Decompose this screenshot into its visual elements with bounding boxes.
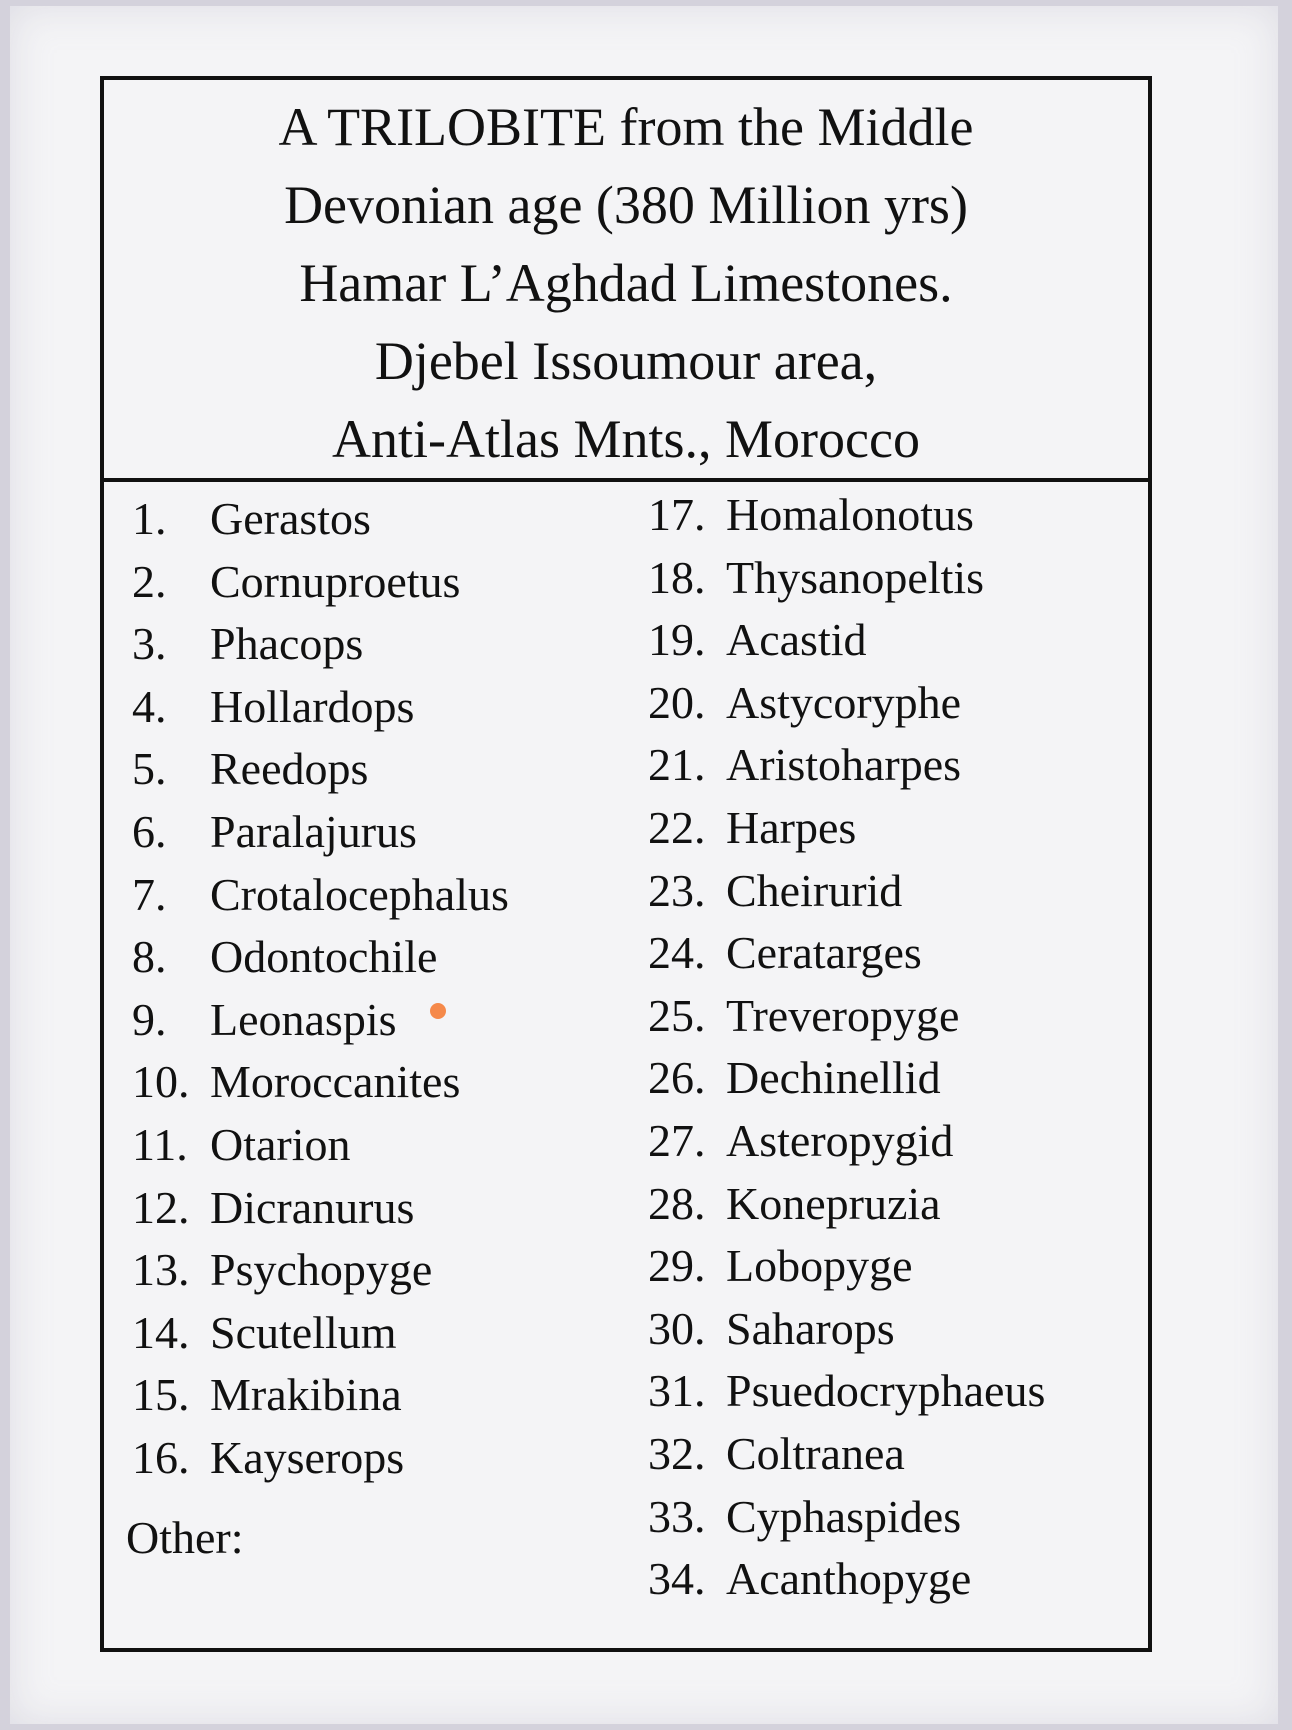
item-number: 29. [648, 1240, 706, 1292]
item-name: Saharops [726, 1302, 895, 1354]
list-item [132, 551, 509, 614]
list-item [132, 1239, 509, 1302]
item-name: Dechinellid [726, 1052, 941, 1104]
item-number: 30. [648, 1302, 706, 1354]
header-line: A TRILOBITE from the Middle [278, 97, 974, 157]
item-number: 24. [648, 927, 706, 979]
list-item [648, 1360, 1045, 1423]
item-number: 15. [132, 1369, 190, 1421]
item-number: 3. [132, 618, 167, 670]
list-item [132, 738, 509, 801]
list-item [132, 926, 509, 989]
list-item [132, 488, 509, 551]
item-name: Astycoryphe [726, 676, 962, 728]
item-number: 10. [132, 1056, 190, 1108]
list-item [132, 613, 509, 676]
item-number: 25. [648, 989, 706, 1041]
item-number: 9. [132, 993, 167, 1045]
list-item [648, 734, 1045, 797]
item-name: Ceratarges [726, 927, 922, 979]
item-name: Odontochile [210, 931, 438, 983]
item-number: 31. [648, 1365, 706, 1417]
item-name: Treveropyge [726, 989, 960, 1041]
list-item [648, 1298, 1045, 1361]
list-item [132, 1114, 509, 1177]
right-species-list [648, 484, 1045, 1611]
item-number: 34. [648, 1553, 706, 1605]
item-number: 28. [648, 1177, 706, 1229]
item-name: Otarion [210, 1118, 351, 1170]
item-number: 22. [648, 801, 706, 853]
item-number: 23. [648, 864, 706, 916]
list-item [132, 1427, 509, 1490]
header-line: Anti-Atlas Mnts., Morocco [332, 409, 920, 469]
orange-marker-dot [430, 1003, 446, 1019]
item-number: 11. [132, 1118, 188, 1170]
item-name: Paralajurus [210, 805, 417, 857]
item-number: 4. [132, 680, 167, 732]
item-number: 8. [132, 931, 167, 983]
list-item [132, 1177, 509, 1240]
other-label: Other: [126, 1512, 244, 1563]
item-number: 18. [648, 551, 706, 603]
item-name: Lobopyge [726, 1240, 913, 1292]
item-name: Reedops [210, 743, 369, 795]
item-name: Psuedocryphaeus [726, 1365, 1046, 1417]
item-name: Acanthopyge [726, 1553, 972, 1605]
item-number: 14. [132, 1306, 190, 1358]
label-header [104, 80, 1148, 482]
item-name: Konepruzia [726, 1177, 941, 1229]
list-item [648, 1047, 1045, 1110]
list-item [648, 1235, 1045, 1298]
list-item [648, 860, 1045, 923]
item-number: 5. [132, 743, 167, 795]
item-name: Gerastos [210, 493, 371, 544]
item-name: Hollardops [210, 680, 415, 732]
item-number: 7. [132, 868, 167, 920]
item-name: Harpes [726, 801, 857, 853]
item-number: 2. [132, 555, 167, 607]
item-name: Coltranea [726, 1427, 905, 1479]
item-name: Crotalocephalus [210, 868, 509, 920]
item-name: Mrakibina [210, 1369, 402, 1421]
item-number: 17. [648, 489, 706, 540]
item-name: Leonaspis [210, 993, 397, 1045]
list-item [648, 1423, 1045, 1486]
left-species-list [132, 488, 509, 1490]
list-item [648, 985, 1045, 1048]
list-item [132, 1364, 509, 1427]
item-name: Cornuproetus [210, 555, 461, 607]
item-name: Moroccanites [210, 1056, 461, 1108]
list-item [648, 547, 1045, 610]
list-item [648, 484, 1045, 547]
list-item [132, 676, 509, 739]
item-number: 32. [648, 1427, 706, 1479]
list-item [132, 801, 509, 864]
item-number: 21. [648, 739, 706, 791]
item-number: 6. [132, 805, 167, 857]
item-name: Kayserops [210, 1431, 405, 1483]
item-number: 1. [132, 493, 167, 544]
item-number: 13. [132, 1244, 190, 1296]
item-name: Scutellum [210, 1306, 397, 1358]
list-item [648, 1173, 1045, 1236]
header-line: Djebel Issoumour area, [374, 331, 878, 391]
list-item [648, 1548, 1045, 1611]
item-name: Psychopyge [210, 1244, 433, 1296]
list-item [132, 1051, 509, 1114]
item-number: 19. [648, 614, 706, 666]
item-name: Aristoharpes [726, 739, 962, 791]
list-item [648, 797, 1045, 860]
item-number: 12. [132, 1181, 190, 1233]
item-name: Phacops [210, 618, 364, 670]
header-line: Hamar L’Aghdad Limestones. [299, 253, 953, 313]
header-line: Devonian age (380 Million yrs) [284, 175, 968, 235]
item-number: 33. [648, 1490, 706, 1542]
item-number: 26. [648, 1052, 706, 1104]
list-item [648, 922, 1045, 985]
item-name: Cheirurid [726, 864, 903, 916]
list-item [132, 989, 509, 1052]
item-name: Dicranurus [210, 1181, 415, 1233]
list-item [648, 1110, 1045, 1173]
item-name: Asteropygid [726, 1114, 954, 1166]
item-number: 27. [648, 1114, 706, 1166]
item-name: Thysanopeltis [726, 551, 985, 603]
item-name: Cyphaspides [726, 1490, 962, 1542]
item-name: Acastid [726, 614, 867, 666]
list-item [648, 1486, 1045, 1549]
item-name: Homalonotus [726, 489, 974, 540]
list-item [132, 1302, 509, 1365]
list-item [648, 609, 1045, 672]
item-number: 16. [132, 1431, 190, 1483]
list-item [648, 672, 1045, 735]
item-number: 20. [648, 676, 706, 728]
list-item [132, 864, 509, 927]
